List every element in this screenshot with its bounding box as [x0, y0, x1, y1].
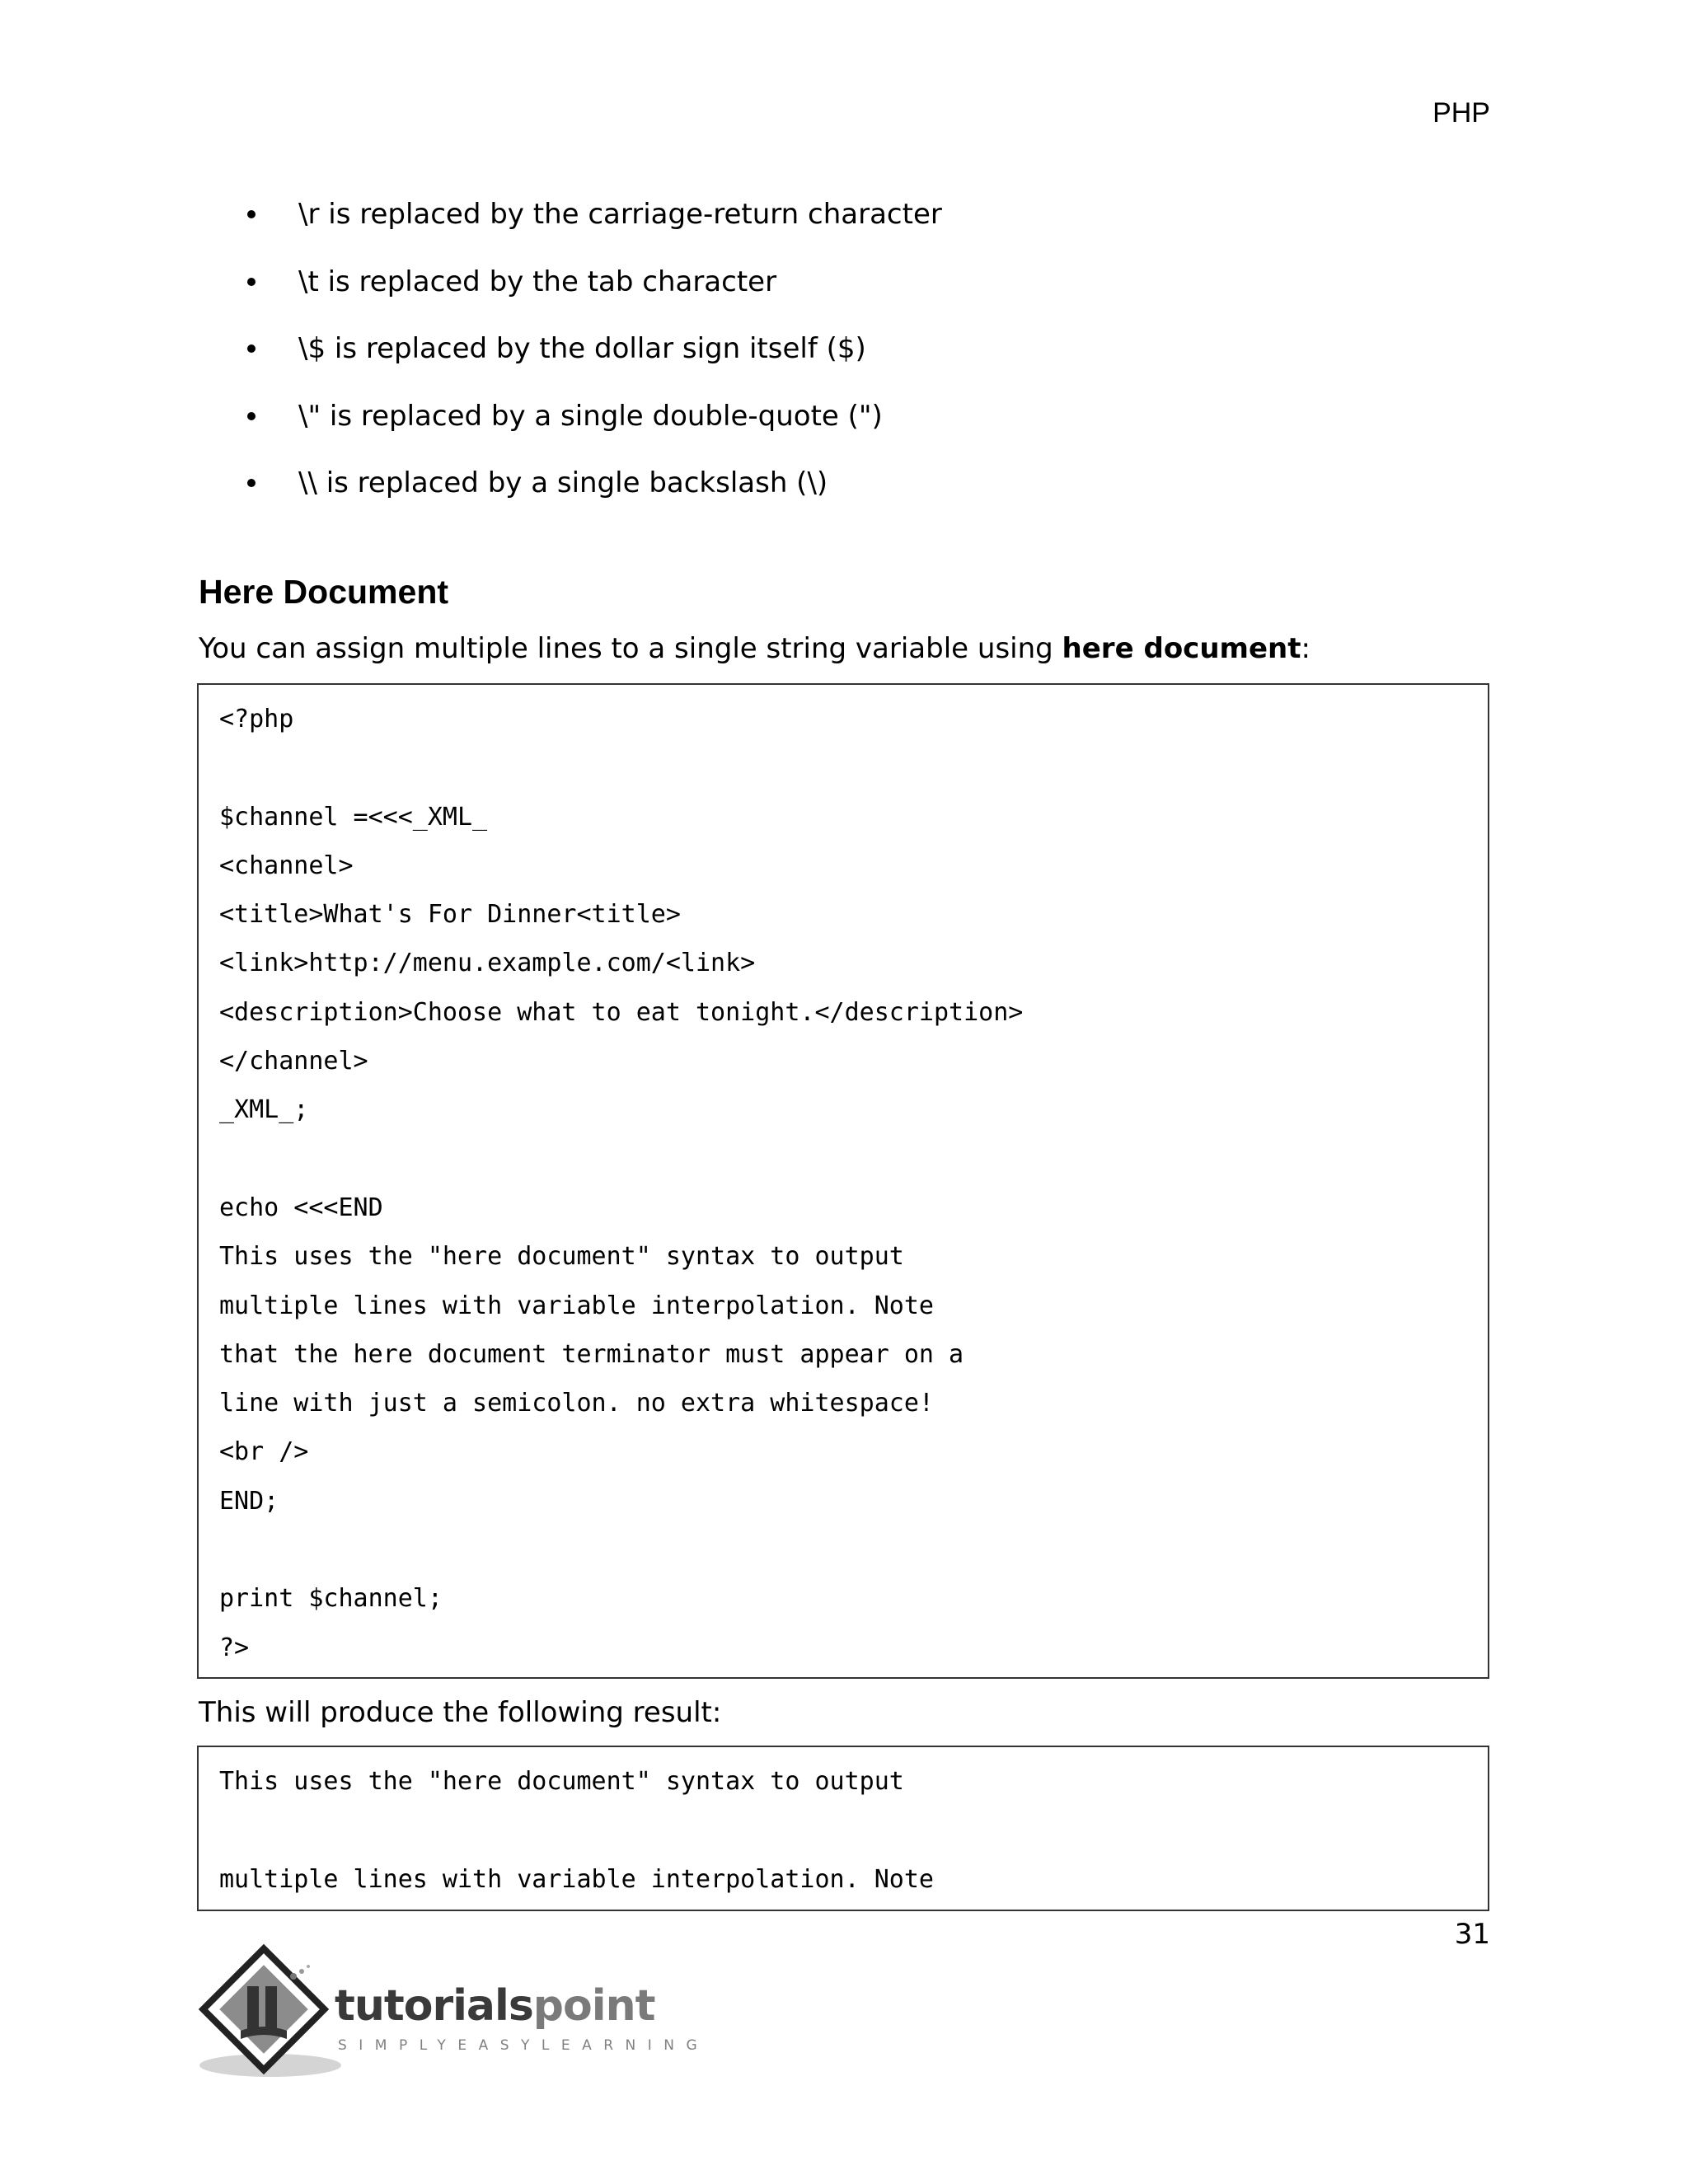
list-item: [247, 198, 942, 265]
list-item-text: \\ is replaced by a single backslash (\): [298, 466, 828, 499]
page-number: 31: [1454, 1918, 1490, 1951]
code-line: echo <<<END: [219, 1193, 383, 1222]
list-item: [247, 332, 942, 400]
list-item-text: \t is replaced by the tab character: [298, 265, 777, 298]
bullet-icon: [247, 344, 256, 353]
logo-word-light: point: [532, 1981, 655, 2031]
code-line: _XML_;: [219, 1095, 309, 1125]
code-line: <channel>: [219, 851, 354, 880]
output-line: [219, 1815, 1488, 1863]
bullet-icon: [247, 210, 256, 218]
code-line: This uses the "here document" syntax to output: [219, 1242, 904, 1272]
code-line: ?>: [219, 1633, 250, 1662]
code-line: [219, 1535, 1488, 1583]
list-item-text: \r is replaced by the carriage-return character: [298, 198, 942, 231]
code-line: <link>http://menu.example.com/<link>: [219, 949, 756, 978]
result-label: This will produce the following result:: [199, 1696, 722, 1729]
list-item: [247, 400, 942, 467]
code-line: line with just a semicolon. no extra whitespace!: [219, 1389, 934, 1418]
code-line: <br />: [219, 1437, 309, 1467]
code-line: <description>Choose what to eat tonight.</description>: [219, 997, 1024, 1027]
code-line: $channel =<<<_XML_: [219, 802, 488, 832]
code-line: multiple lines with variable interpolation. Note: [219, 1291, 934, 1320]
output-line: multiple lines with variable interpolation. Note: [219, 1864, 934, 1894]
intro-bold-term: here document: [1062, 632, 1301, 665]
code-line: [219, 1144, 1488, 1193]
list-item: [247, 265, 942, 333]
list-item: [247, 466, 942, 534]
section-heading: Here Document: [199, 573, 449, 611]
code-line: that the here document terminator must appear on a: [219, 1339, 964, 1369]
logo-wordmark: [335, 1981, 654, 2031]
code-line: END;: [219, 1486, 279, 1516]
output-block: [197, 1746, 1489, 1911]
intro-text: You can assign multiple lines to a single string variable using: [199, 632, 1062, 665]
escape-sequence-list: [247, 198, 942, 534]
code-line: </channel>: [219, 1047, 368, 1076]
code-line: [219, 752, 1488, 801]
running-header: PHP: [1432, 97, 1490, 129]
logo-word-bold: tutorials: [335, 1981, 533, 2031]
logo-emblem-icon: [196, 1943, 345, 2092]
bullet-icon: [247, 278, 256, 286]
code-block: [197, 683, 1489, 1679]
logo-tagline: SIMPLYEASYLEARNING: [338, 2037, 710, 2054]
code-line: <?php: [219, 705, 294, 733]
code-line: <title>What's For Dinner<title>: [219, 900, 681, 930]
bullet-icon: [247, 479, 256, 487]
tutorialspoint-logo: [196, 1943, 710, 2092]
code-line: print $channel;: [219, 1584, 443, 1614]
bullet-icon: [247, 412, 256, 420]
list-item-text: \" is replaced by a single double-quote ("): [298, 399, 883, 433]
intro-paragraph: [199, 632, 1311, 665]
intro-colon: :: [1301, 632, 1311, 665]
output-line: This uses the "here document" syntax to output: [219, 1767, 904, 1796]
list-item-text: \$ is replaced by the dollar sign itself ($): [298, 332, 866, 365]
